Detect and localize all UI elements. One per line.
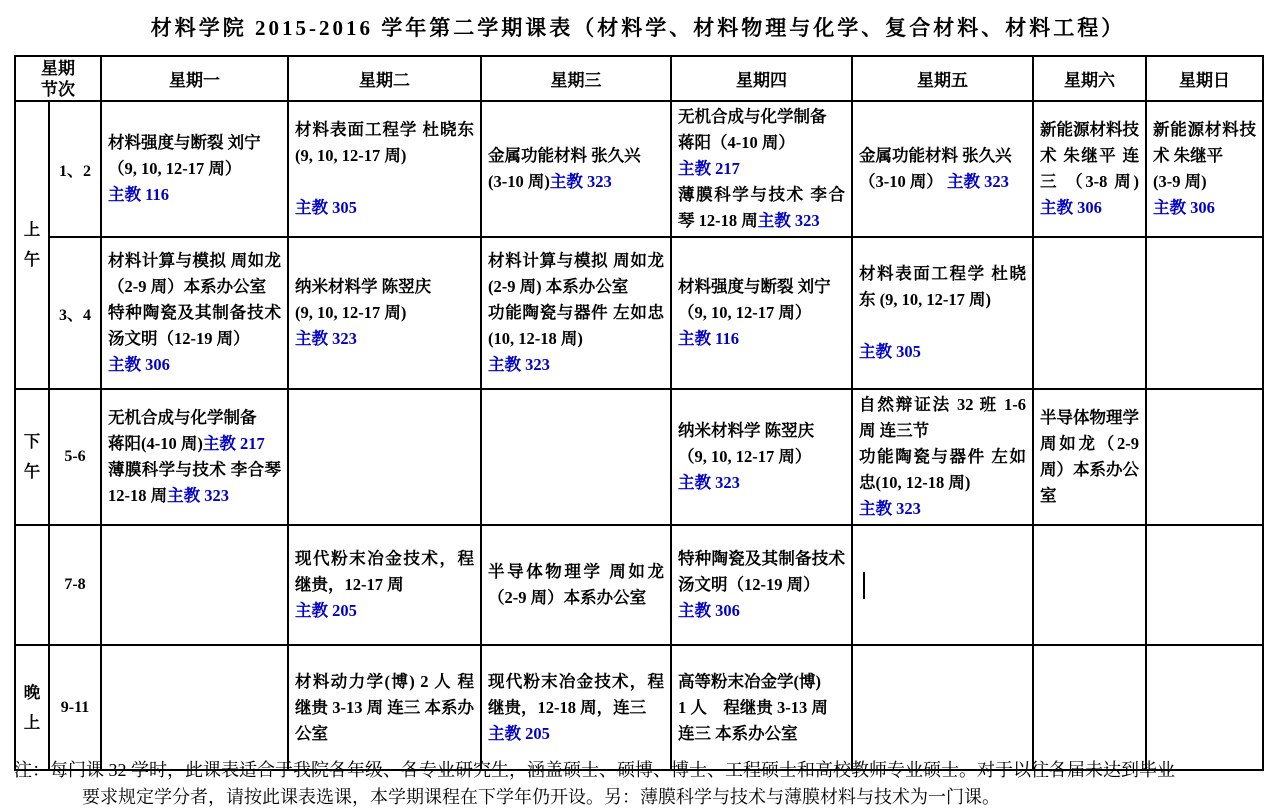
timetable-row-3-4 xyxy=(15,237,1263,389)
room-text: 主教 323 xyxy=(859,499,921,518)
course-text: 自然辩证法 32 班 1-6 周 连三节 xyxy=(859,395,1026,440)
cell-tue-5-6 xyxy=(288,389,481,525)
day-header-fri: 星期五 xyxy=(852,56,1033,101)
timetable xyxy=(14,55,1264,771)
course-text: （9, 10, 12-17 周） xyxy=(108,159,242,178)
course-text: 新能源材料技术 朱继平 连三 （3-8 周) xyxy=(1040,120,1139,191)
course-text: 纳米材料学 陈翌庆 xyxy=(678,421,815,440)
course-text: 材料表面工程学 杜晓东 (9, 10, 12-17 周) xyxy=(295,120,474,165)
course-text: 材料强度与断裂 刘宁 xyxy=(678,277,831,296)
room-text: 主教 306 xyxy=(1153,198,1215,217)
course-text: 功能陶瓷与器件 左如忠(10, 12-18 周) xyxy=(859,447,1026,492)
course-text: 蒋阳（4-10 周） xyxy=(678,133,795,152)
footer-note-line2: 要求规定学分者，请按此课表选课，本学期课程在下学年仍开设。另：薄膜科学与技术与薄膜材料与技术为一门课。 xyxy=(82,787,1000,807)
cell-fri-3-4 xyxy=(852,237,1033,389)
footer-note-line1: 注：每门课 32 学时，此课表适合于我院各年级、各专业研究生，涵盖硕士、硕博、博士、工程硕士和高校教师专业硕士。对于以往各届未达到毕业 xyxy=(14,760,1175,780)
room-text: 主教 323 xyxy=(678,473,740,492)
footer-note xyxy=(14,757,1272,811)
cell-tue-1-2 xyxy=(288,101,481,237)
timetable-row-5-6 xyxy=(15,389,1263,525)
course-text: 金属功能材料 张久兴 xyxy=(488,146,641,165)
cell-tue-3-4 xyxy=(288,237,481,389)
day-header-sat: 星期六 xyxy=(1033,56,1146,101)
timetable-row-7-8 xyxy=(15,525,1263,645)
course-text: 纳米材料学 陈翌庆 xyxy=(295,277,432,296)
day-header-mon: 星期一 xyxy=(101,56,288,101)
course-text: 无机合成与化学制备 xyxy=(678,107,827,126)
course-text: 薄膜科学与技术 李合琴 12-18 周 xyxy=(108,460,281,505)
course-text: 现代粉末冶金技术，程继贵，12-18 周，连三 xyxy=(488,671,664,717)
room-text: 主教 323 xyxy=(549,172,612,191)
cell-wed-3-4 xyxy=(481,237,671,389)
cell-mon-7-8 xyxy=(101,525,288,645)
cell-thu-5-6 xyxy=(671,389,852,525)
period-label-1-2: 1、2 xyxy=(49,101,101,237)
cell-wed-5-6 xyxy=(481,389,671,525)
cell-wed-7-8 xyxy=(481,525,671,645)
course-text: （9, 10, 12-17 周） xyxy=(678,303,812,322)
cell-mon-9-11 xyxy=(101,645,288,770)
day-header-tue: 星期二 xyxy=(288,56,481,101)
page-title: 材料学院 2015-2016 学年第二学期课表（材料学、材料物理与化学、复合材料、材料工程） xyxy=(150,16,1126,40)
cell-sat-7-8 xyxy=(1033,525,1146,645)
course-text: 材料强度与断裂 刘宁 xyxy=(108,133,261,152)
period-label-9-11: 9-11 xyxy=(49,645,101,770)
cell-sun-3-4 xyxy=(1146,237,1263,389)
room-text: 主教 217 xyxy=(202,434,265,453)
room-text: 主教 323 xyxy=(757,211,820,230)
timetable-body xyxy=(15,101,1263,770)
cell-mon-5-6 xyxy=(101,389,288,525)
course-text: 材料计算与模拟 周如龙（2-9 周）本系办公室 xyxy=(108,251,281,296)
room-text: 主教 217 xyxy=(678,159,740,178)
cell-thu-3-4 xyxy=(671,237,852,389)
time-of-day-label: 晚 上 xyxy=(15,645,49,770)
cell-fri-9-11 xyxy=(852,645,1033,770)
room-text: 主教 306 xyxy=(1040,198,1102,217)
period-label-7-8: 7-8 xyxy=(49,525,101,645)
cell-thu-9-11 xyxy=(671,645,852,770)
cell-fri-7-8 xyxy=(852,525,1033,645)
cell-sat-9-11 xyxy=(1033,645,1146,770)
cell-sun-9-11 xyxy=(1146,645,1263,770)
course-text: 现代粉末冶金技术，程继贵，12-17 周 xyxy=(295,549,474,594)
course-text: 1 人 程继贵 3-13 周 xyxy=(678,697,828,717)
day-header-thu: 星期四 xyxy=(671,56,852,101)
corner-header-line1: 星期 xyxy=(41,58,75,78)
room-text: 主教 323 xyxy=(488,355,550,374)
time-of-day-empty xyxy=(15,525,49,645)
room-text: 主教 305 xyxy=(295,198,357,217)
course-text: 材料表面工程学 杜晓东 (9, 10, 12-17 周) xyxy=(859,264,1026,309)
cell-sun-1-2 xyxy=(1146,101,1263,237)
time-of-day-label: 下 午 xyxy=(15,389,49,525)
cell-wed-9-11 xyxy=(481,645,671,770)
corner-header xyxy=(15,56,101,101)
corner-header-line2: 节次 xyxy=(41,79,75,99)
room-text: 主教 205 xyxy=(295,601,357,620)
course-text: 功能陶瓷与器件 左如忠(10, 12-18 周) xyxy=(488,303,664,348)
course-text: 新能源材料技术 朱继平 xyxy=(1153,120,1256,165)
course-text: (9, 10, 12-17 周) xyxy=(295,303,407,322)
cell-mon-3-4 xyxy=(101,237,288,389)
course-text: 半导体物理学 周如龙（2-9 周）本系办公室 xyxy=(1040,408,1139,505)
cell-thu-1-2 xyxy=(671,101,852,237)
room-text: 主教 116 xyxy=(678,329,739,348)
course-text: （3-10 周） xyxy=(859,172,947,191)
cell-tue-7-8 xyxy=(288,525,481,645)
room-text: 主教 306 xyxy=(108,355,170,374)
cell-mon-1-2 xyxy=(101,101,288,237)
course-text: 特种陶瓷及其制备技术 汤文明（12-19 周） xyxy=(108,303,281,348)
course-text: 高等粉末冶金学(博) xyxy=(678,671,821,691)
course-text: 金属功能材料 张久兴 xyxy=(859,146,1012,165)
room-text: 主教 205 xyxy=(488,723,550,743)
room-text: 主教 323 xyxy=(295,329,357,348)
course-text: 无机合成与化学制备 xyxy=(108,408,257,427)
room-text: 主教 305 xyxy=(859,342,921,361)
course-text: 薄膜科学与技术 李合琴 12-18 周 xyxy=(678,185,845,230)
cell-sat-1-2 xyxy=(1033,101,1146,237)
course-text: （9, 10, 12-17 周） xyxy=(678,447,812,466)
room-text: 主教 323 xyxy=(167,486,229,505)
header-row xyxy=(15,56,1263,101)
cell-sun-7-8 xyxy=(1146,525,1263,645)
course-text: 材料计算与模拟 周如龙(2-9 周) 本系办公室 xyxy=(488,251,664,296)
room-text: 主教 323 xyxy=(947,172,1009,191)
cell-fri-5-6 xyxy=(852,389,1033,525)
course-text: (3-10 周) xyxy=(488,172,550,191)
period-label-5-6: 5-6 xyxy=(49,389,101,525)
course-text: 半导体物理学 周如龙（2-9 周）本系办公室 xyxy=(488,562,664,607)
cell-tue-9-11 xyxy=(288,645,481,770)
cell-wed-1-2 xyxy=(481,101,671,237)
course-text: (3-9 周) xyxy=(1153,172,1207,191)
course-text: 特种陶瓷及其制备技术汤文明（12-19 周） xyxy=(678,549,845,594)
course-text: 材料动力学(博) 2 人 程继贵 3-13 周 连三 本系办公室 xyxy=(295,671,474,743)
cell-fri-1-2 xyxy=(852,101,1033,237)
timetable-row-9-11 xyxy=(15,645,1263,770)
room-text: 主教 116 xyxy=(108,185,169,204)
cell-sun-5-6 xyxy=(1146,389,1263,525)
course-text: 连三 本系办公室 xyxy=(678,723,798,743)
timetable-row-1-2 xyxy=(15,101,1263,237)
period-label-3-4: 3、4 xyxy=(49,237,101,389)
room-text: 主教 306 xyxy=(678,601,740,620)
course-text: 蒋阳(4-10 周) xyxy=(108,434,203,453)
day-header-sun: 星期日 xyxy=(1146,56,1263,101)
cell-sat-3-4 xyxy=(1033,237,1146,389)
cell-thu-7-8 xyxy=(671,525,852,645)
time-of-day-label: 上 午 xyxy=(15,101,49,389)
day-header-wed: 星期三 xyxy=(481,56,671,101)
cell-sat-5-6 xyxy=(1033,389,1146,525)
text-cursor xyxy=(863,572,865,599)
